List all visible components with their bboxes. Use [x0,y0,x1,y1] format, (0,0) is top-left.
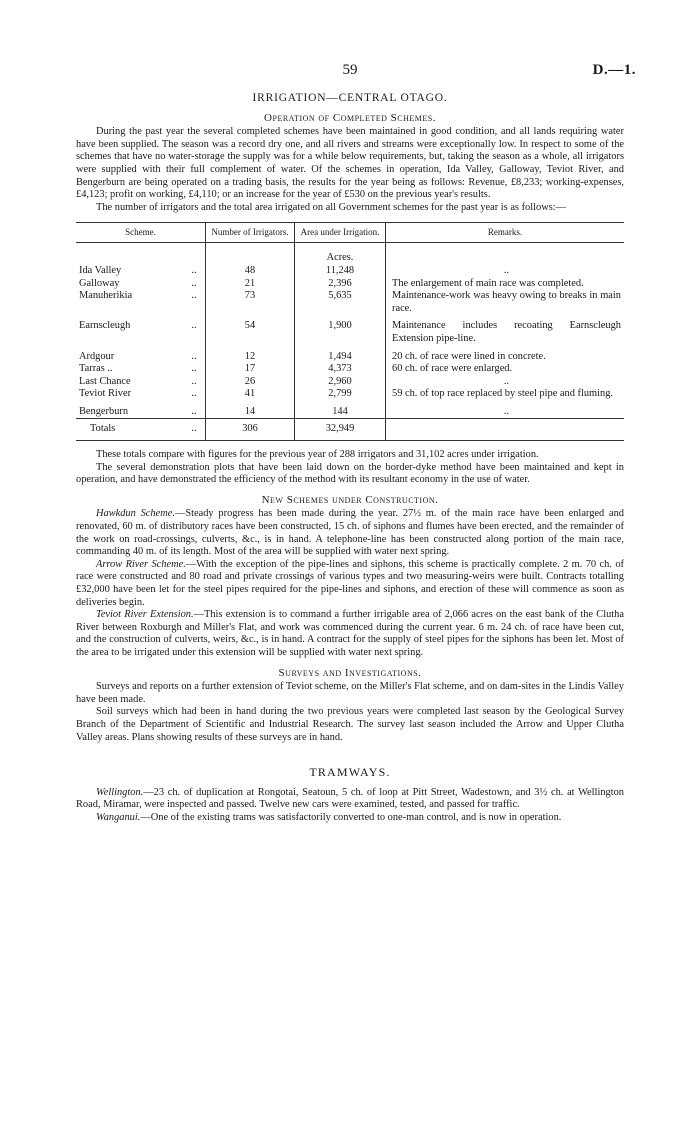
totals-label: Totals [76,419,183,441]
surveys-paragraph-1: Surveys and reports on a further extension of Teviot scheme, on the Miller's Flat scheme, and on dam-sites in the Lindis Valley have been made. [76,681,624,705]
table-row [76,401,624,419]
table-row [76,346,624,364]
leader-dots: .. [191,290,197,302]
remarks-cell: Maintenance includes recoating Earnscleugh Extension pipe-line. [392,320,621,344]
operation-paragraph-2: The number of irrigators and the total area irrigated on all Government schemes for the past year is as follows:— [96,201,567,213]
wanganui-paragraph [76,812,624,825]
remarks-cell: The enlargement of main race was completed. [392,277,584,289]
scheme-cell: Ardgour [79,350,115,362]
leader-dots: .. [191,350,197,362]
irrigators-cell: 17 [206,363,295,376]
surveys-paragraph-2: Soil surveys which had been in hand during the two previous years were completed last season by the Geological Survey Branch of the Department of Scientific and Industrial Research. The survey last season included the Arrow and Upper Clutha Valley areas. Plans showing results of these surveys are in hand. [76,706,624,743]
teviot-lead: Teviot River Extension. [96,609,194,621]
irrigators-cell: 26 [206,376,295,389]
arrow-text: —With the exception of the pipe-lines and siphons, this scheme is practically complete. 2 m. 70 ch. of race were constructed and 80 road and private crossings of various types and two measuring-weirs were built. Contracts totalling £32,000 have been let for the steel pipes required for the pipe-lines and siphons, and erection of these will commence as soon as deliveries begin. [76,558,624,608]
totals-row [76,419,624,441]
after-table-paragraph-2: The several demonstration plots that have been laid down on the border-dyke method have been maintained and kept in operation, and have demonstrated the efficiency of the method with its resultant economy in the use of water. [76,461,624,486]
arrow-paragraph [76,559,624,609]
scheme-cell: Tarras .. [79,363,113,375]
leader-dots: .. [191,405,197,417]
hawkdun-text: —Steady progress has been made during the year. 27½ m. of the main race have been enlarged and renovated, 60 m. of distributory races have been constructed, 15 ch. of siphons and flumes have been erected, and the remainder of the work on road-crossings, culverts, &c., is in hand. A telephone-line has been constructed along portion of the main race, commanding 40 m. of its length. Most of the area will be supplied with water next spring. [76,508,624,558]
leader-dots: .. [191,320,197,332]
page-number: 59 [342,62,358,78]
area-cell: 144 [295,401,386,419]
teviot-text: —This extension is to command a further irrigable area of 2,066 acres on the east bank of the Clutha River between Roxburgh and Miller's Flat, and work was commenced during the current year. 6 m. 24 ch. of race have been cut, and the construction of culverts, weirs, &c., is in hand. A contract for the supply of steel pipes for the siphons has been let. Most of the area to be irrigated under this extension will be supplied with water next spring. [76,609,624,658]
remarks-cell: .. [503,264,510,276]
remarks-cell: 20 ch. of race were lined in concrete. [392,350,546,362]
scheme-cell: Ida Valley [79,264,122,276]
arrow-lead: Arrow River Scheme. [96,558,186,570]
header-irrigators: Number of Irrigators. [206,223,295,243]
leader-dots: .. [191,388,197,400]
leader-dots: .. [191,277,197,289]
area-cell: 4,373 [295,363,386,376]
remarks-cell: Maintenance-work was heavy owing to breaks in main race. [392,290,621,314]
surveys-heading: Surveys and Investigations. [278,666,422,679]
irrigation-table [76,222,624,441]
table-body [76,243,624,441]
irrigators-cell: 48 [206,265,295,278]
hawkdun-lead: Hawkdun Scheme. [96,508,175,520]
leader-dots: .. [191,264,197,276]
scheme-cell: Bengerburn [79,405,129,417]
area-cell: 5,635 [295,290,386,315]
section-title: IRRIGATION—CENTRAL OTAGO. [252,92,448,104]
table-header-row [76,223,624,243]
irrigators-cell: 14 [206,401,295,419]
table-row [76,265,624,278]
leader-dots: .. [183,419,206,441]
wanganui-text: —One of the existing trams was satisfactorily converted to one-man control, and is now in operation. [140,811,562,823]
remarks-cell: 60 ch. of race were enlarged. [392,363,513,375]
scheme-cell: Last Chance [79,375,131,387]
area-cell: 1,900 [295,315,386,345]
unit-row [76,243,624,265]
scheme-cell: Earnscleugh [79,320,131,332]
remarks-cell: 59 ch. of top race replaced by steel pipe and fluming. [392,388,614,400]
new-schemes-heading: New Schemes under Construction. [261,493,439,506]
irrigators-cell: 73 [206,290,295,315]
wanganui-lead: Wanganui. [96,811,141,823]
table-row [76,278,624,291]
document-code: D.—1. [592,62,636,78]
area-cell: 2,396 [295,278,386,291]
operation-heading: Operation of Completed Schemes. [264,111,436,124]
tramways-heading: TRAMWAYS. [309,765,391,780]
irrigators-cell: 21 [206,278,295,291]
irrigators-cell: 41 [206,388,295,401]
header-scheme: Scheme. [76,223,206,243]
scheme-cell: Teviot River [79,388,132,400]
totals-remarks-cell [386,419,625,441]
leader-dots: .. [191,363,197,375]
wellington-text: —23 ch. of duplication at Rongotai, Seatoun, 5 ch. of loop at Pitt Street, Wadestown, and 3½ ch. at Wellington Road, Miramar, were inspected and passed. Twelve new cars were examined, tested, and passed for traffic. [76,786,624,811]
totals-irrigators: 306 [206,419,295,441]
operation-paragraph-1: During the past year the several completed schemes have been maintained in good condition, and all lands requiring water have been supplied. The season was a record dry one, and all rivers and streams were exceptionally low. In respect to some of the schemes that have no water-storage the supply was for a while below requirements, but, taking the season as a whole, all irrigators were supplied with their full complement of water. Of the schemes in operation, Ida Valley, Galloway, Teviot River, and Bengerburn are being operated on a trading basis, the results for the year being as follows: Revenue, £8,233; working-expenses, £4,123; profit on working, £4,110; or an increase for the year of £530 on the previous year's results. [76,126,624,201]
totals-area: 32,949 [295,419,386,441]
irrigators-cell: 54 [206,315,295,345]
table-row [76,388,624,401]
teviot-paragraph [76,609,624,659]
unit-label: Acres. [295,243,386,265]
table-row [76,376,624,389]
header-remarks: Remarks. [386,223,625,243]
irrigators-cell: 12 [206,346,295,364]
table-row [76,290,624,315]
after-table-paragraph-1: These totals compare with figures for the previous year of 288 irrigators and 31,102 acres under irrigation. [96,449,539,461]
scheme-cell: Galloway [79,277,120,289]
remarks-cell: .. [503,405,510,417]
remarks-cell: .. [503,375,510,387]
table-row [76,363,624,376]
page-content [76,92,624,825]
header-area: Area under Irrigation. [295,223,386,243]
area-cell: 11,248 [295,265,386,278]
hawkdun-paragraph [76,508,624,558]
area-cell: 1,494 [295,346,386,364]
wellington-paragraph [76,787,624,812]
leader-dots: .. [191,375,197,387]
area-cell: 2,960 [295,376,386,389]
scheme-cell: Manuherikia [79,290,133,302]
page-header [0,62,700,82]
wellington-lead: Wellington. [96,786,144,798]
table-row [76,315,624,345]
area-cell: 2,799 [295,388,386,401]
